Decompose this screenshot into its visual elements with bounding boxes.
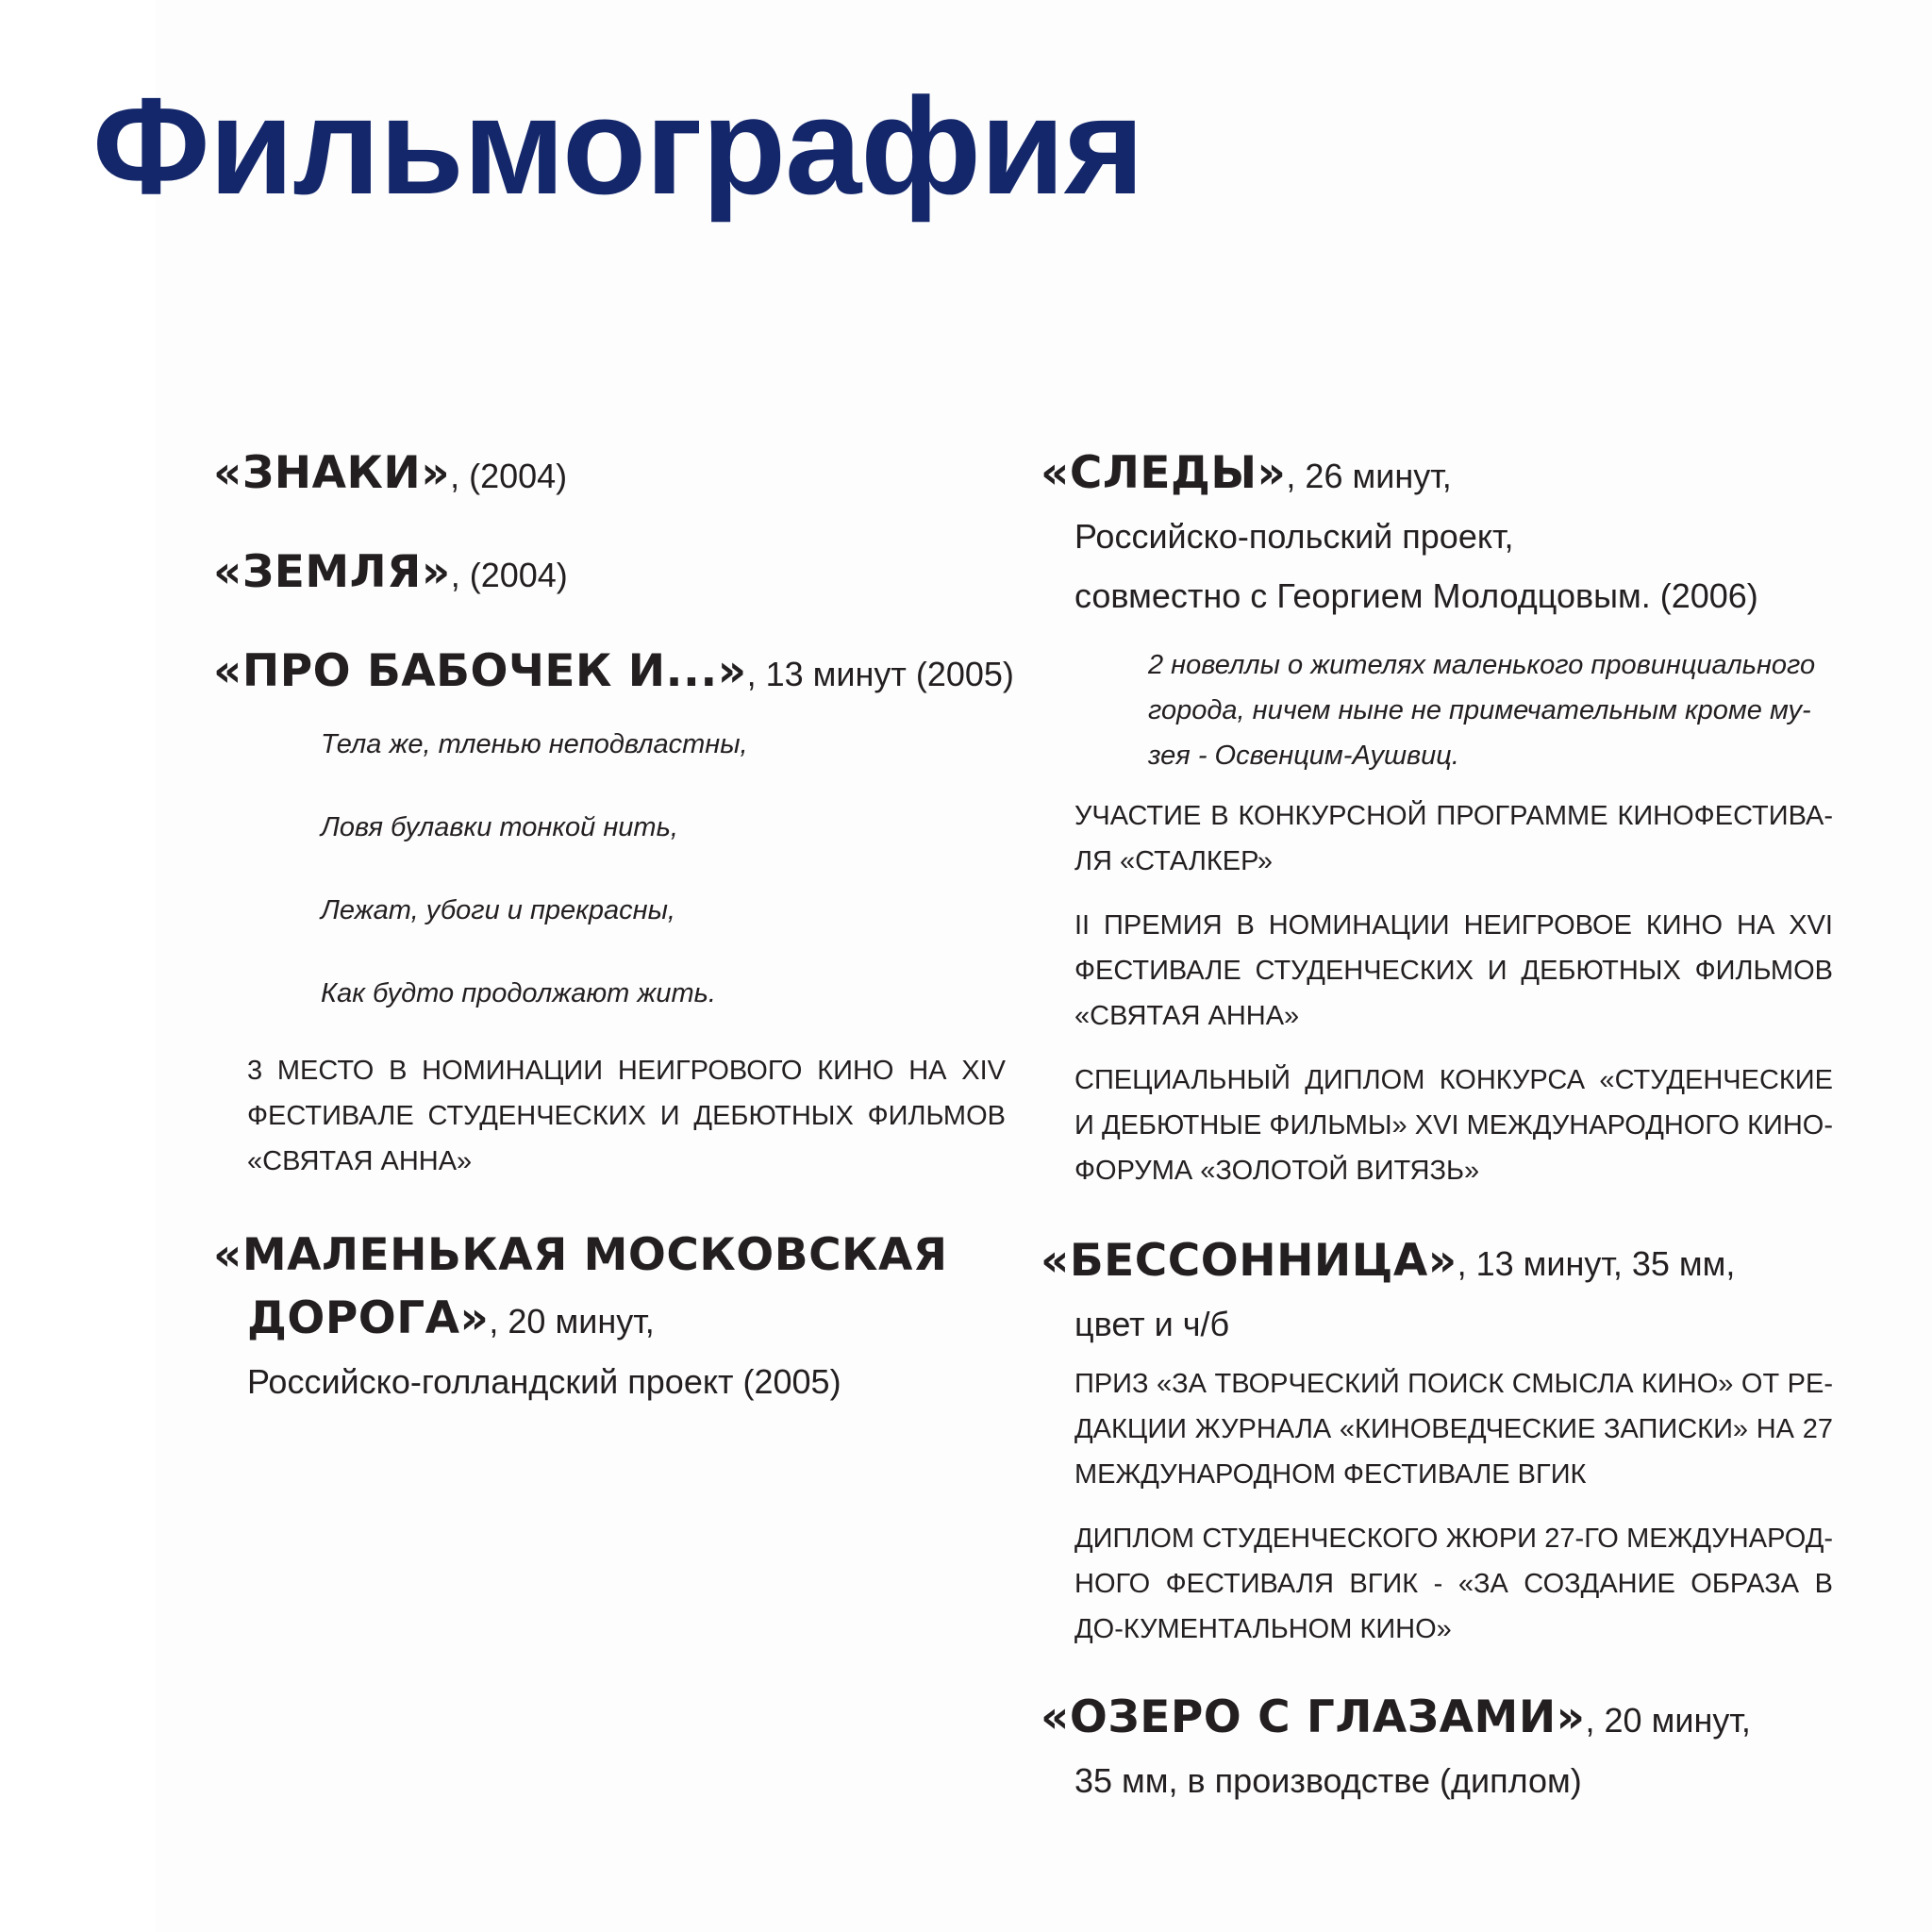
filmography-right-column bbox=[1041, 443, 1833, 1810]
film-heading bbox=[213, 542, 1006, 606]
film-meta: , 20 минут, bbox=[1585, 1701, 1751, 1740]
film-title: «МАЛЕНЬКАЯ МОСКОВСКАЯ ДОРОГА» bbox=[213, 1229, 948, 1344]
film-entry-bessonnitsa bbox=[1041, 1231, 1833, 1652]
film-detail: Российско-польский проект, bbox=[1074, 517, 1514, 556]
film-detail: совместно с Георгием Молодцовым. (2006) bbox=[1074, 576, 1758, 615]
film-meta: , (2004) bbox=[450, 556, 568, 594]
film-title: «ЗЕМЛЯ» bbox=[213, 546, 451, 598]
film-entry-zemlya bbox=[213, 542, 1006, 606]
verse-line: Ловя булавки тонкой нить, bbox=[321, 812, 678, 842]
film-meta: , 13 минут (2005) bbox=[746, 655, 1014, 693]
verse-line: Тела же, тленью неподвластны, bbox=[321, 729, 748, 759]
film-detail: цвет и ч/б bbox=[1074, 1305, 1230, 1343]
film-heading bbox=[213, 443, 1006, 507]
film-meta: , 20 минут, bbox=[489, 1302, 655, 1341]
film-detail: 35 мм, в производстве (диплом) bbox=[1074, 1761, 1582, 1800]
film-heading bbox=[1041, 1688, 1833, 1751]
film-title: «БЕССОННИЦА» bbox=[1041, 1235, 1457, 1287]
film-detail: Российско-голландский проект (2005) bbox=[247, 1362, 841, 1401]
verse-line: Лежат, убоги и прекрасны, bbox=[321, 895, 675, 925]
film-heading bbox=[213, 641, 1014, 705]
film-description: 2 новеллы о жителях маленького провинциального города, ничем ныне не примечательным кроме му-зея - Освенцим-Аушвиц. bbox=[1148, 650, 1816, 771]
award-text: 3 МЕСТО В НОМИНАЦИИ НЕИГРОВОГО КИНО НА XIV ФЕСТИВАЛЕ СТУДЕНЧЕСКИХ И ДЕБЮТНЫХ ФИЛЬМОВ «СВЯТАЯ АННА» bbox=[247, 1056, 1006, 1176]
film-title: «ПРО БАБОЧЕК И...» bbox=[213, 645, 747, 697]
film-entry-pro-babochek bbox=[213, 641, 1014, 1184]
film-title: «ОЗЕРО С ГЛАЗАМИ» bbox=[1041, 1691, 1586, 1743]
verse-line: Как будто продолжают жить. bbox=[321, 978, 716, 1008]
page-title: Фильмография bbox=[92, 69, 1144, 223]
film-title: «ЗНАКИ» bbox=[213, 447, 451, 499]
film-entry-znaki bbox=[213, 443, 1006, 507]
film-entry-malenkaya-moskovskaya-doroga bbox=[213, 1225, 1006, 1411]
film-heading bbox=[1041, 1231, 1833, 1294]
film-title: «СЛЕДЫ» bbox=[1041, 447, 1287, 499]
award-text: ДИПЛОМ СТУДЕНЧЕСКОГО ЖЮРИ 27-ГО МЕЖДУНАРОД-НОГО ФЕСТИВАЛЯ ВГИК - «ЗА СОЗДАНИЕ ОБРАЗА В ДО-КУМЕНТАЛЬНОМ КИНО» bbox=[1074, 1524, 1833, 1644]
film-entry-ozero-s-glazami bbox=[1041, 1688, 1833, 1810]
filmography-left-column bbox=[213, 443, 1014, 1411]
award-text: УЧАСТИЕ В КОНКУРСНОЙ ПРОГРАММЕ КИНОФЕСТИВА-ЛЯ «СТАЛКЕР» bbox=[1074, 801, 1833, 876]
award-text: II ПРЕМИЯ В НОМИНАЦИИ НЕИГРОВОЕ КИНО НА XVI ФЕСТИВАЛЕ СТУДЕНЧЕСКИХ И ДЕБЮТНЫХ ФИЛЬМОВ «СВЯТАЯ АННА» bbox=[1074, 910, 1833, 1031]
award-text: ПРИЗ «ЗА ТВОРЧЕСКИЙ ПОИСК СМЫСЛА КИНО» ОТ РЕ-ДАКЦИИ ЖУРНАЛА «КИНОВЕДЧЕСКИЕ ЗАПИСКИ» НА 27 МЕЖДУНАРОДНОМ ФЕСТИВАЛЕ ВГИК bbox=[1074, 1369, 1833, 1490]
film-meta: , 26 минут, bbox=[1286, 457, 1452, 495]
film-meta: , (2004) bbox=[450, 457, 568, 495]
film-entry-sledy bbox=[1041, 443, 1833, 1193]
award-text: СПЕЦИАЛЬНЫЙ ДИПЛОМ КОНКУРСА «СТУДЕНЧЕСКИЕ И ДЕБЮТНЫЕ ФИЛЬМЫ» XVI МЕЖДУНАРОДНОГО КИНО-ФОРУМА «ЗОЛОТОЙ ВИТЯЗЬ» bbox=[1074, 1065, 1833, 1186]
film-heading bbox=[213, 1225, 1006, 1352]
film-heading bbox=[1041, 443, 1833, 507]
film-meta: , 13 минут, 35 мм, bbox=[1457, 1244, 1736, 1283]
